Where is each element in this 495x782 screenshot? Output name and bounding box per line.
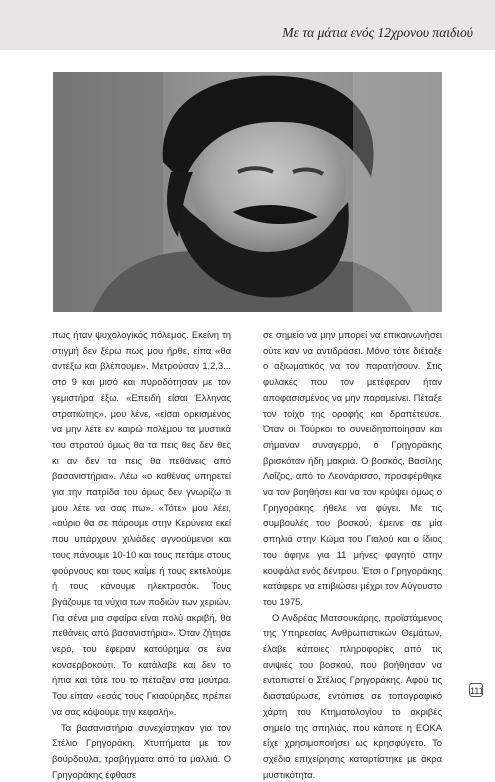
header-band xyxy=(0,0,495,50)
portrait-photo-icon xyxy=(53,72,442,312)
paragraph: Ο Ανδρέας Ματσουκάρης, προϊστάμενος της Υπηρεσίας Ανθρωπιστικών Θεμάτων, έλαβε κάποιες πληροφορίες από τις ανιψιές του βοσκού, που βοήθησαν να εντοπιστεί ο Στέλιος Γρηγοράκης. Αφού τις διασταύρωσε, εντόπισε σε τοπογραφικό χάρτη του Κτηματολογίου το ακριβές σημείο της σπηλιάς, που κάποτε η ΕΟΚΑ είχε χρησιμοποιήσει ως κρησφύγετο. Το σχέδιο επιχείρησης καταρτίστηκε με άκρα μυστικότητα. xyxy=(263,611,442,780)
running-header-title: Με τα μάτια ενός 12χρονου παιδιού xyxy=(282,25,473,40)
page-number: 111 xyxy=(469,683,483,697)
paragraph: σε σημείο να μην μπορεί να επικοινωνήσει ούτε καν να αντιδράσει. Μόνο τότε διέταξε ο αξιωματικός να τον παρατήσουν. Στις φυλακές που τον μετέφεραν ήταν αποφασισμένος να μην παραμείνει. Πέταξε τον τοίχο της οροφής και δραπέτευσε. Όταν οι Τούρκοι το συνειδητοποίησαν και σήμαναν συναγερμό, ο Γρηγοράκης βρισκόταν ήδη μακριά. Ο βοσκός, Βασίλης Λοΐζος, από το Λεονάρισσο, προσφέρθηκε να τον βοηθήσει και να τον κρύψει όμως ο Γρηγοράκης ήθελε να φύγει. Με τις συμβουλές του βοσκού, έμεινε σε μία σπηλιά στην Κώμα του Γιαλού και ο ίδιος του άφηνε για 11 μήνες φαγητό στην κουφάλα ενός δέντρου. Έτσι ο Γρηγοράκης κατάφερε να επιβιώσει μέχρι τον Αύγουστο του 1975. xyxy=(263,329,442,607)
portrait-photo xyxy=(53,72,442,312)
paragraph: πως ήταν ψυχολογικός πόλεμος. Εκείνη τη στιγμή δεν ξέρω πως μου ήρθε, είπα «θα αντέξω και βλέπουμε». Μετρούσαν 1,2,3... στο 9 και μισό και πυροδότησαν με τον γεμιστήρα έξω. «Επειδή είσαι Έλληνας στρατιώτης», μου λένε, «είσαι ορκισμένος να μην λέτε εν καιρώ πολέμου τα μυστικά του στρατού όμως θα τα πεις θες δεν θες κι αν δεν τα πεις θα πεθάνεις από βασανιστήρια». Λέω «ο καθένας υπηρετεί για την πατρίδα του όμως δεν γνωρίζω τι μου λέτε να σας πω». «Τότε» μου λέει, «αύριο θα σε πάρουμε στην Κερύνεια εκεί που υπάρχουν χιλιάδες αγνοούμενοι και τους πάνουμε 10-10 και τους πετάμε στους φούρνους και τους καίμε ή τους εκτελούμε ή τους κάνουμε ηλεκτροσόκ. Τους βγάζουμε τα νύχια των ποδιών των χεριών. Για σένα μια σφαίρα είναι πολύ ακριβή, θα πεθάνεις από βασανιστήρια». Όταν ζήτησε νερό, του έφεραν κατούρημα σε ένα κονσερβοκούτι. Το κατάλαβε και δεν το ήπια και τότε του το πέταξαν στα μούτρα. Του είπαν «εσάς τους Γκιαούρηδες πρέπει να σας κόψουμε την κεφαλή». xyxy=(52,329,231,717)
paragraph: Τα βασανιστήρια συνεχίστηκαν για τον Στέλιο Γρηγοράκη. Χτυπήματα με τον βούρδουλα, τραβήγματα από τα μαλλιά. Ο Γρηγοράκης έφθασε xyxy=(52,721,231,780)
text-column-right xyxy=(263,327,442,782)
text-column-left xyxy=(52,327,231,782)
